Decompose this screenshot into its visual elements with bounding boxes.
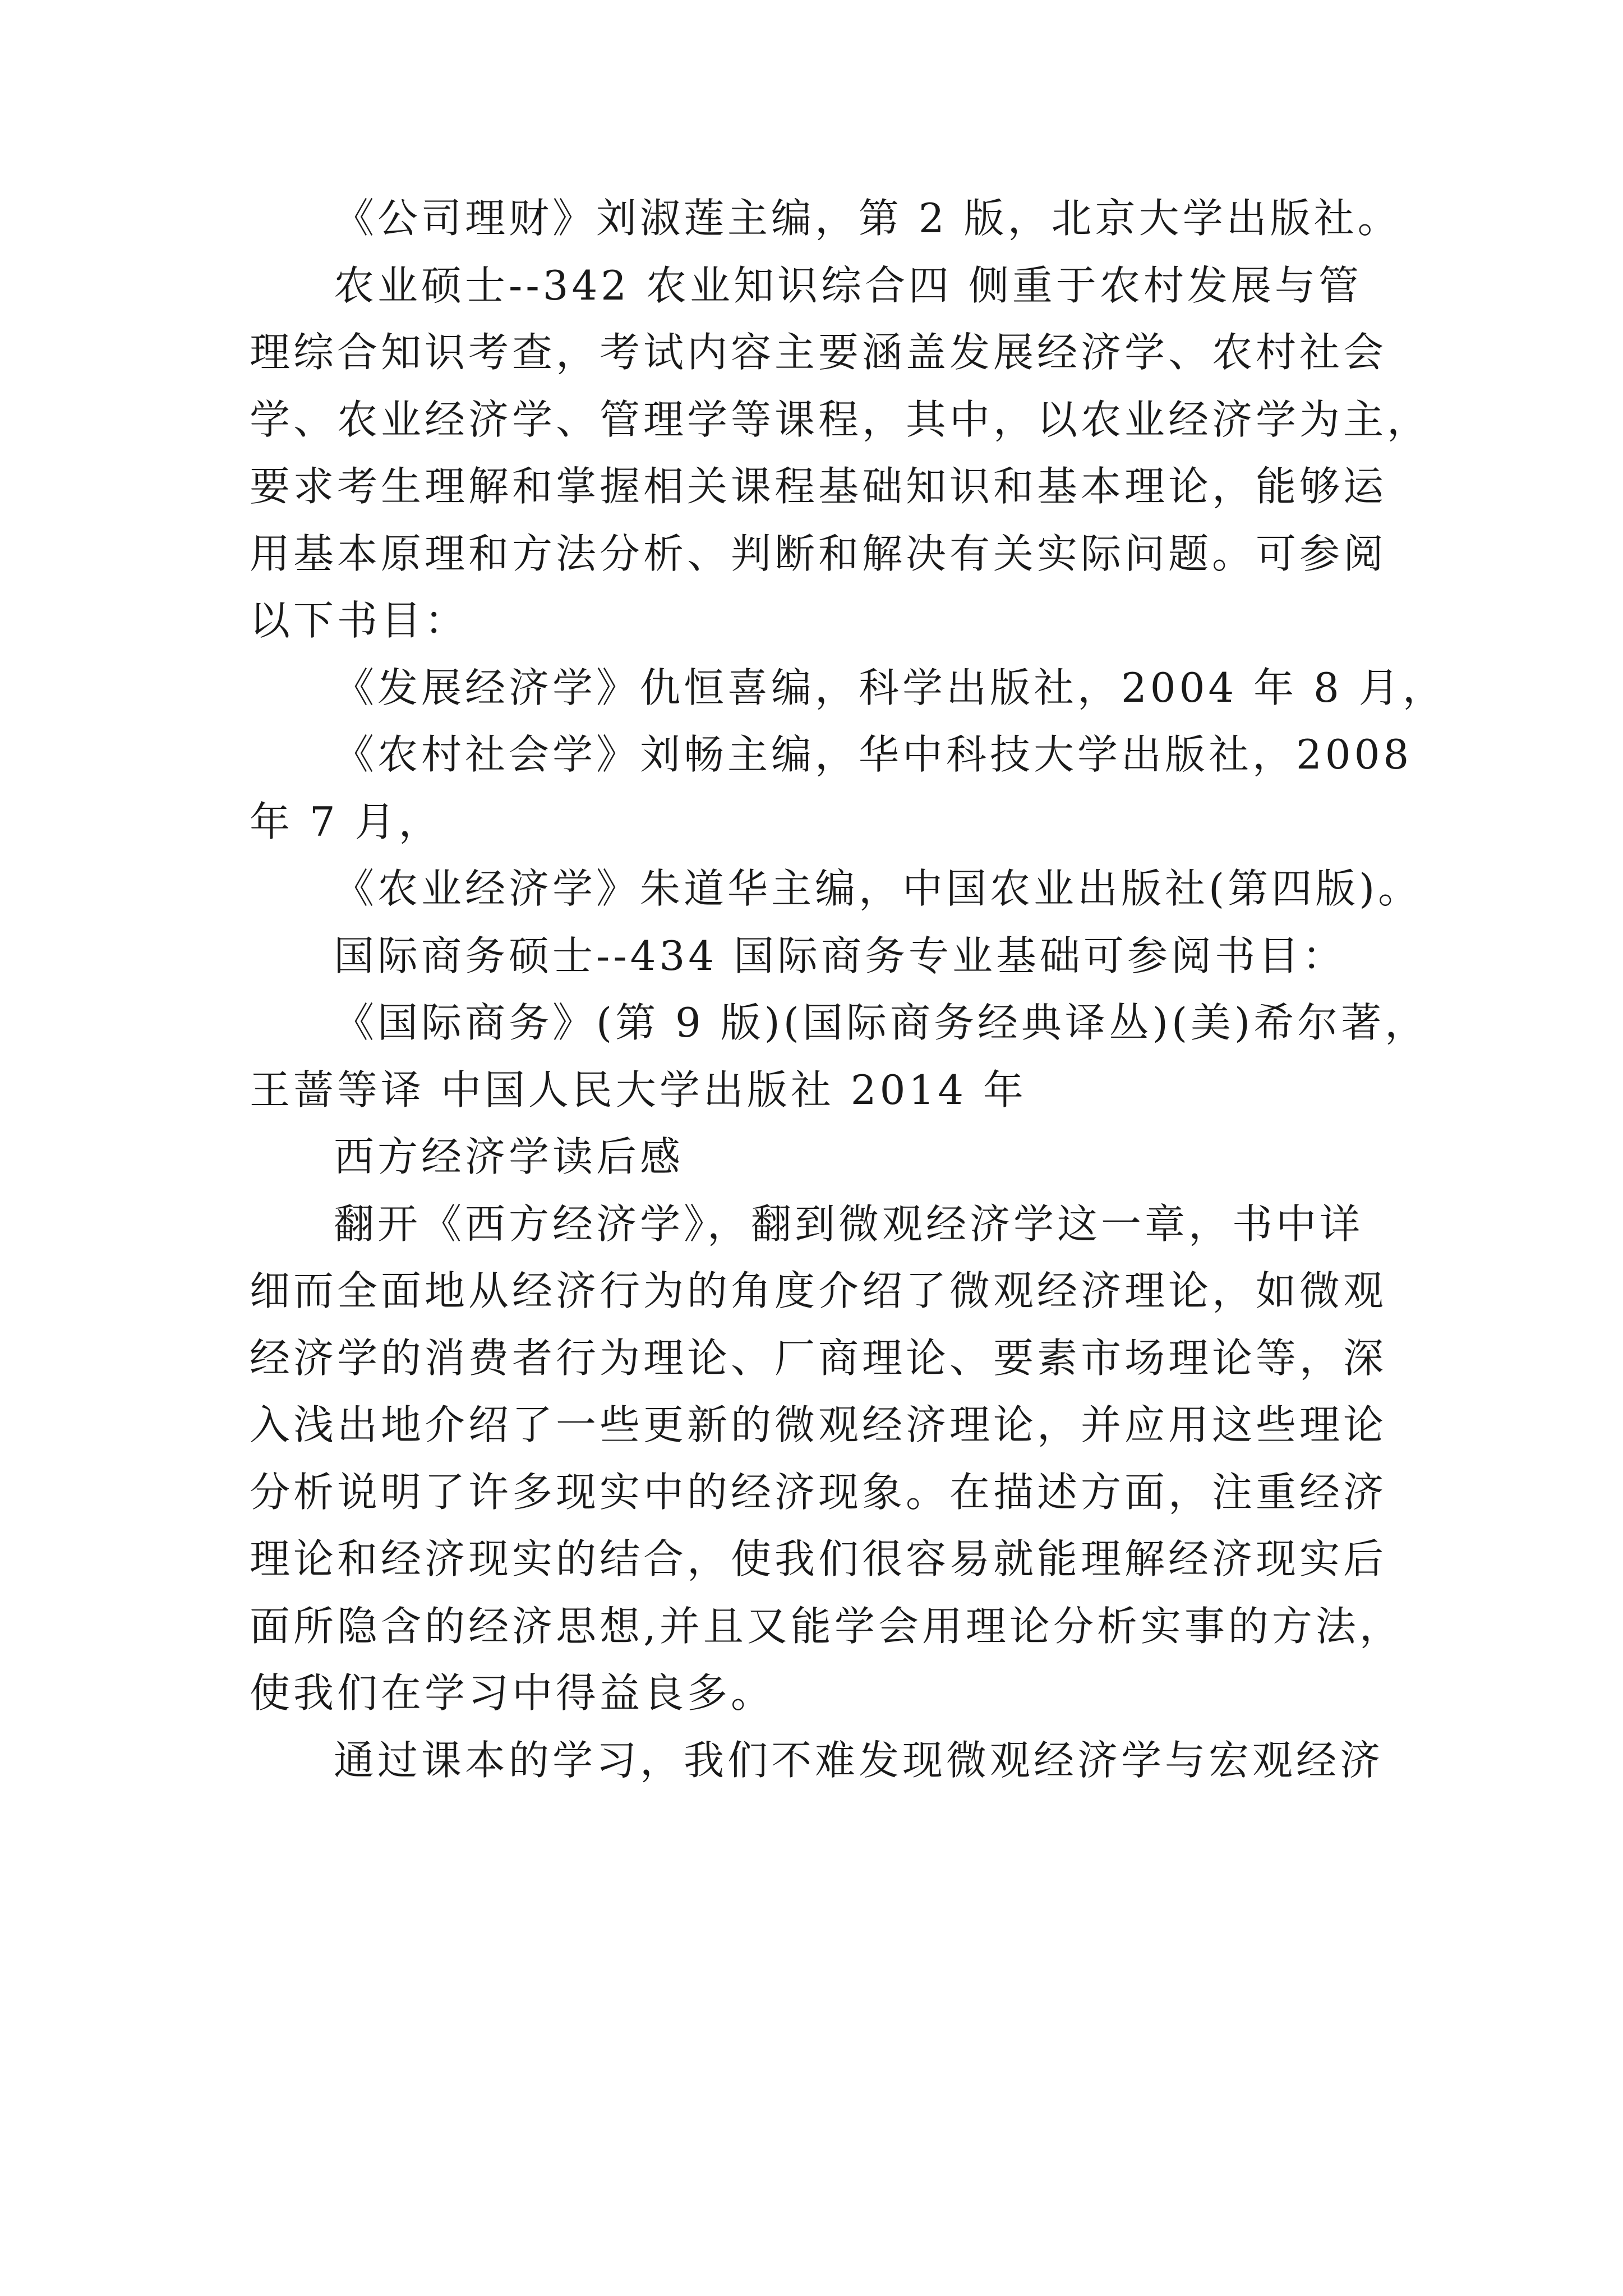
- text-line: 学、农业经济学、管理学等课程，其中，以农业经济学为主，: [250, 395, 1431, 443]
- text-line: 年 7 月，: [250, 798, 442, 845]
- text-line: 面所隐含的经济思想,并且又能学会用理论分析实事的方法，: [250, 1602, 1403, 1650]
- text-line: 理综合知识考查，考试内容主要涵盖发展经济学、农村社会: [250, 329, 1387, 376]
- text-line: 王蔷等译 中国人民大学出版社 2014 年: [250, 1066, 1027, 1114]
- text-line: 理论和经济现实的结合，使我们很容易就能理解经济现实后: [250, 1535, 1387, 1582]
- text-line: 国际商务硕士--434 国际商务专业基础可参阅书目：: [334, 932, 1346, 979]
- text-line: 《发展经济学》仇恒喜编，科学出版社，2004 年 8 月，: [334, 664, 1446, 711]
- text-line: 通过课本的学习，我们不难发现微观经济学与宏观经济: [334, 1736, 1384, 1784]
- text-line: 农业硕士--342 农业知识综合四 侧重于农村发展与管: [334, 261, 1362, 309]
- text-line: 翻开《西方经济学》，翻到微观经济学这一章，书中详: [334, 1200, 1364, 1248]
- text-line: 《农业经济学》朱道华主编，中国农业出版社(第四版)。: [334, 865, 1422, 912]
- document-body: [250, 185, 1446, 1794]
- text-line: 以下书目：: [250, 597, 469, 644]
- text-line: 《农村社会学》刘畅主编，华中科技大学出版社，2008: [334, 731, 1413, 778]
- text-line: 使我们在学习中得益良多。: [250, 1669, 775, 1717]
- text-line: 《国际商务》(第 9 版)(国际商务经典译丛)(美)希尔著，: [334, 999, 1429, 1046]
- text-line: 经济学的消费者行为理论、厂商理论、要素市场理论等，深: [250, 1334, 1387, 1382]
- text-line: 分析说明了许多现实中的经济现象。在描述方面，注重经济: [250, 1468, 1387, 1516]
- text-line: 《公司理财》刘淑莲主编，第 2 版，北京大学出版社。: [334, 195, 1401, 242]
- text-line: 用基本原理和方法分析、判断和解决有关实际问题。可参阅: [250, 530, 1387, 577]
- section-heading: 西方经济学读后感: [334, 1133, 684, 1180]
- text-line: 细而全面地从经济行为的角度介绍了微观经济理论，如微观: [250, 1267, 1387, 1314]
- text-line: 入浅出地介绍了一些更新的微观经济理论，并应用这些理论: [250, 1401, 1387, 1448]
- text-line: 要求考生理解和掌握相关课程基础知识和基本理论，能够运: [250, 463, 1387, 510]
